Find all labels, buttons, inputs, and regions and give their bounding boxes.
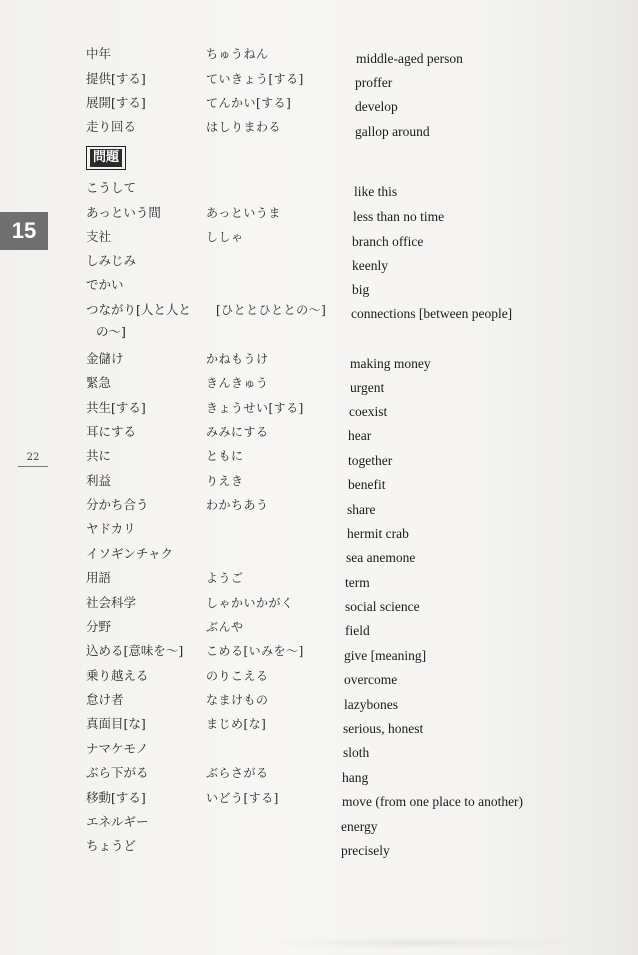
vocab-row — [0, 205, 638, 229]
kanji-term: 耳にする — [86, 424, 137, 439]
english-meaning: proffer — [355, 75, 393, 90]
vocab-row — [0, 668, 638, 692]
vocab-row — [0, 424, 638, 448]
kana-reading: ようご — [206, 571, 244, 585]
english-meaning: move (from one place to another) — [342, 794, 524, 809]
section-heading: 問題 — [90, 149, 122, 167]
kana-reading: ぶらさがる — [206, 766, 269, 780]
vocab-row — [0, 302, 638, 342]
kanji-term: 分かち合う — [86, 497, 149, 512]
kanji-term: 利益 — [86, 473, 112, 488]
kana-reading: ていきょう[する] — [206, 72, 304, 86]
vocab-row — [0, 497, 638, 521]
english-meaning: benefit — [348, 477, 386, 492]
english-meaning: branch office — [352, 234, 424, 249]
kanji-term: 込める[意味を〜] — [86, 643, 184, 658]
english-meaning: middle-aged person — [356, 51, 463, 66]
english-meaning: social science — [345, 599, 420, 614]
kana-reading: こめる[いみを〜] — [206, 644, 304, 658]
kanji-term: 走り回る — [86, 119, 137, 134]
vocab-row — [0, 95, 638, 119]
kanji-term: ナマケモノ — [86, 741, 149, 756]
vocab-row — [0, 400, 638, 424]
english-meaning: precisely — [341, 843, 390, 858]
kana-reading: まじめ[な] — [206, 717, 267, 731]
vocab-row — [0, 692, 638, 716]
vocab-row — [0, 643, 638, 667]
vocab-row — [0, 521, 638, 545]
kanji-term-continuation: の〜] — [96, 324, 126, 339]
english-meaning: urgent — [350, 380, 385, 395]
kanji-term: ぶら下がる — [86, 765, 149, 780]
kana-reading: しゃかいかがく — [206, 596, 294, 610]
kanji-term: エネルギー — [86, 814, 149, 829]
kana-reading: りえき — [206, 474, 244, 488]
vocab-row — [0, 716, 638, 740]
kana-reading: きょうせい[する] — [206, 401, 304, 415]
kanji-term: ヤドカリ — [86, 521, 136, 536]
english-meaning: less than no time — [353, 209, 445, 224]
vocab-row — [0, 838, 638, 862]
vocab-row — [0, 448, 638, 472]
kanji-term: ちょうど — [86, 838, 137, 853]
english-meaning: give [meaning] — [344, 648, 427, 663]
vocab-row — [0, 277, 638, 301]
kanji-term: 怠け者 — [86, 692, 124, 707]
kanji-term: 真面目[な] — [86, 716, 146, 731]
kana-reading: [ひととひととの〜] — [216, 303, 327, 317]
kanji-term: 移動[する] — [86, 790, 146, 805]
english-meaning: term — [345, 575, 370, 590]
kanji-term: つながり[人と人と — [86, 302, 191, 317]
vocab-row — [0, 546, 638, 570]
kanji-term: イソギンチャク — [86, 546, 174, 561]
english-meaning: together — [348, 453, 393, 468]
kana-reading: ぶんや — [206, 620, 244, 634]
english-meaning: sea anemone — [346, 550, 416, 565]
vocab-row — [0, 570, 638, 594]
kana-reading: のりこえる — [206, 669, 269, 683]
vocab-row — [0, 46, 638, 70]
kanji-term: 分野 — [86, 619, 112, 634]
english-meaning: overcome — [344, 672, 398, 687]
vocab-row — [0, 351, 638, 375]
section-heading-box — [86, 146, 126, 170]
kanji-term: 社会科学 — [86, 595, 137, 610]
english-meaning: develop — [355, 99, 398, 114]
kanji-term: 共に — [86, 448, 112, 463]
page-number: 22 — [26, 452, 40, 463]
english-meaning: like this — [354, 184, 398, 199]
vocab-row — [0, 375, 638, 399]
english-meaning: hear — [348, 428, 372, 443]
kanji-term: 提供[する] — [86, 71, 146, 86]
kanji-term: 支社 — [86, 229, 112, 244]
kanji-term: 金儲け — [86, 351, 124, 366]
vocab-row — [0, 71, 638, 95]
kana-reading: ともに — [206, 449, 244, 463]
kana-reading: てんかい[する] — [206, 96, 292, 110]
vocab-row — [0, 595, 638, 619]
kana-reading: ししゃ — [206, 230, 244, 244]
kanji-term: こうして — [86, 180, 137, 195]
english-meaning: gallop around — [355, 124, 430, 139]
kanji-term: 緊急 — [86, 375, 112, 390]
kana-reading: かねもうけ — [206, 352, 269, 366]
kanji-term: 乗り越える — [86, 668, 149, 683]
kana-reading: みみにする — [206, 425, 269, 439]
kanji-term: でかい — [86, 277, 124, 292]
page-shadow — [260, 936, 580, 950]
kanji-term: 用語 — [86, 570, 112, 585]
vocab-row — [0, 741, 638, 765]
kanji-term: 展開[する] — [86, 95, 146, 110]
vocab-row — [0, 814, 638, 838]
english-meaning: field — [345, 623, 370, 638]
kana-reading: なまけもの — [206, 693, 269, 707]
english-meaning: hermit crab — [347, 526, 409, 541]
kanji-term: あっという間 — [86, 205, 161, 220]
vocab-row — [0, 253, 638, 277]
kana-reading: いどう[する] — [206, 791, 279, 805]
english-meaning: energy — [341, 819, 378, 834]
vocab-row — [0, 180, 638, 204]
vocab-row — [0, 119, 638, 143]
vocab-row — [0, 473, 638, 497]
english-meaning: coexist — [349, 404, 388, 419]
english-meaning: sloth — [343, 745, 370, 760]
chapter-tab: 15 — [0, 212, 48, 250]
kana-reading: きんきゅう — [206, 376, 269, 390]
kana-reading: わかちあう — [206, 498, 269, 512]
kana-reading: あっというま — [206, 206, 281, 220]
vocab-row — [0, 619, 638, 643]
english-meaning: lazybones — [344, 697, 398, 712]
english-meaning: serious, honest — [343, 721, 424, 736]
kanji-term: しみじみ — [86, 253, 137, 268]
kana-reading: ちゅうねん — [206, 47, 269, 61]
english-meaning: connections [between people] — [351, 306, 513, 321]
english-meaning: making money — [350, 356, 431, 371]
english-meaning: keenly — [352, 258, 388, 273]
vocab-row — [0, 229, 638, 253]
english-meaning: big — [352, 282, 370, 297]
kanji-term: 中年 — [86, 46, 112, 61]
english-meaning: hang — [342, 770, 369, 785]
kanji-term: 共生[する] — [86, 400, 146, 415]
vocab-row — [0, 790, 638, 814]
english-meaning: share — [347, 502, 376, 517]
vocab-row — [0, 765, 638, 789]
kana-reading: はしりまわる — [206, 120, 282, 134]
